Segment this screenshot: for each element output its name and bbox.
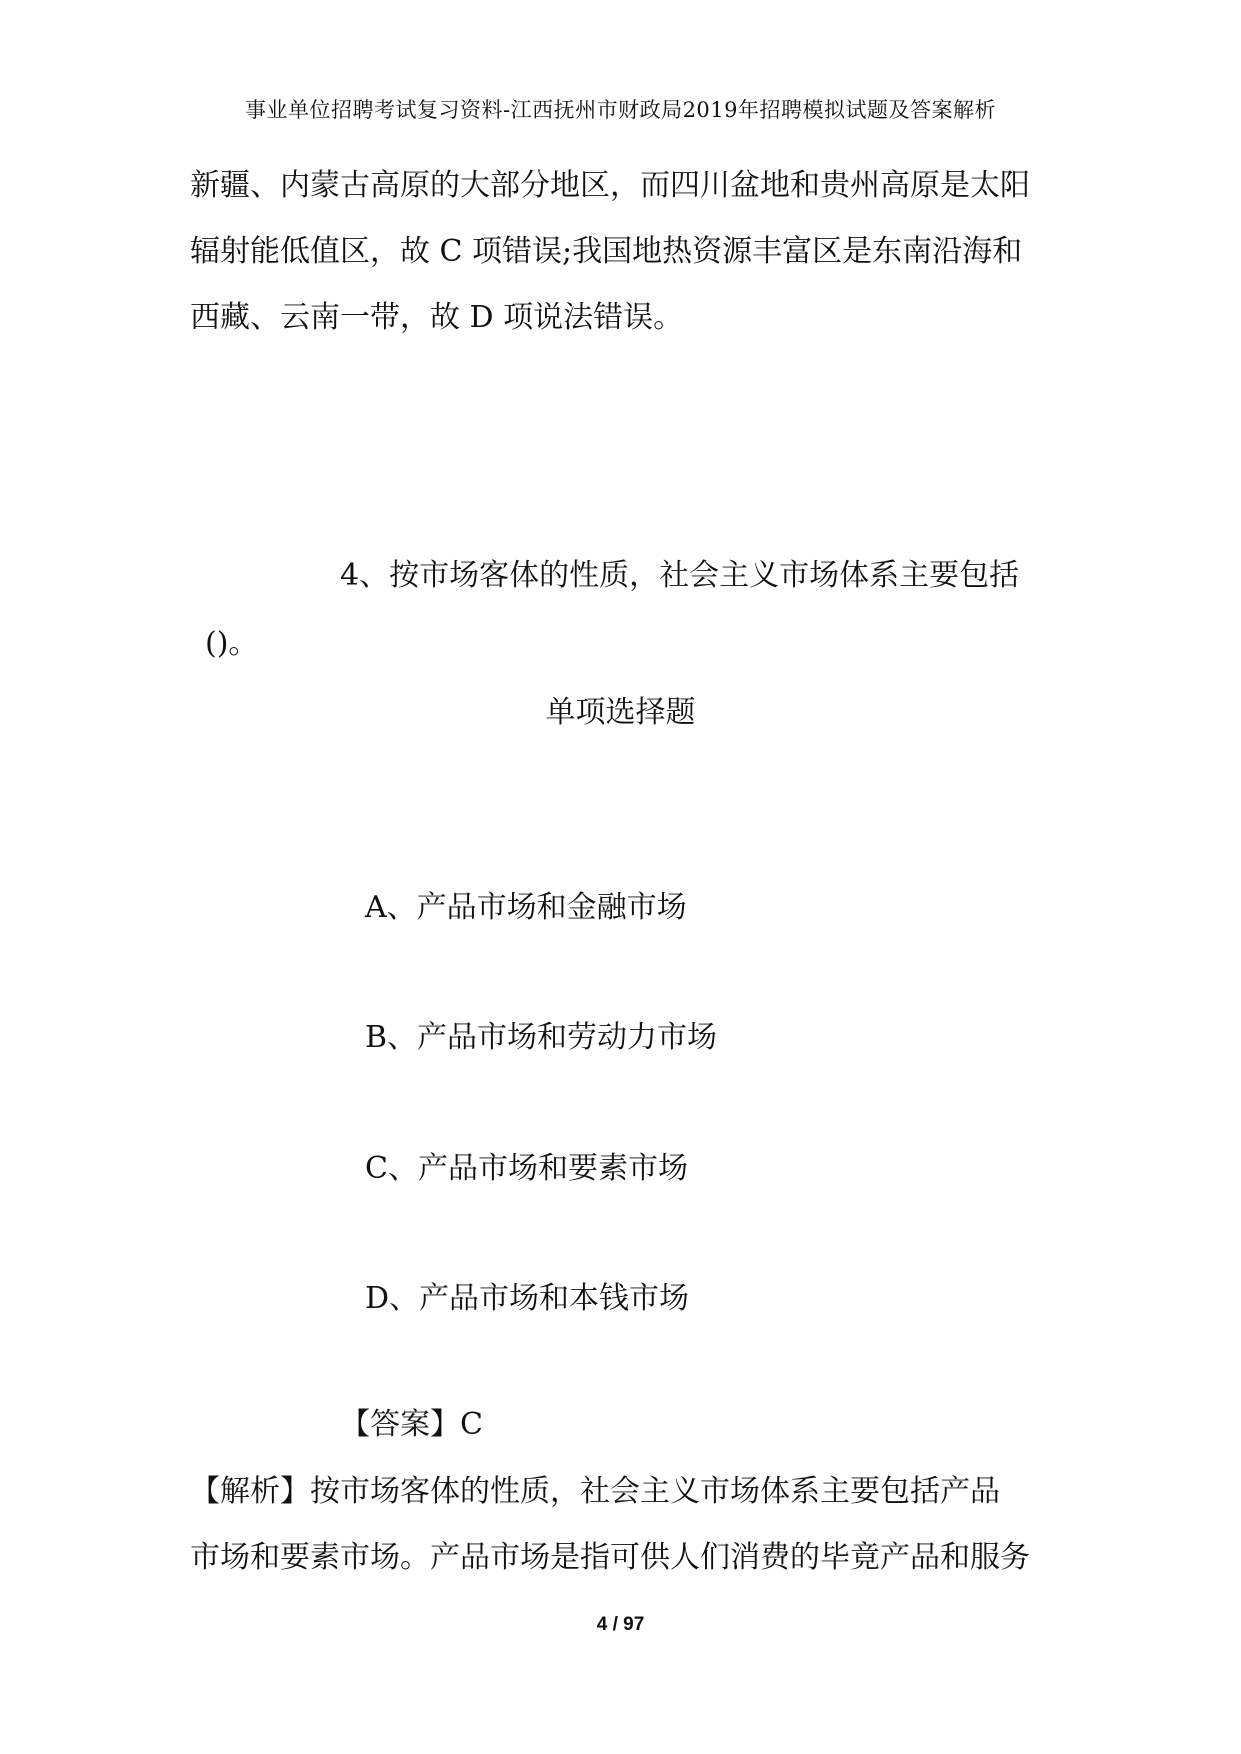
option-c: C、产品市场和要素市场 (365, 1151, 688, 1186)
analysis-paragraph (190, 1459, 1060, 1591)
page-header: 事业单位招聘考试复习资料-江西抚州市财政局2019年招聘模拟试题及答案解析 (244, 98, 997, 122)
text-line: 市场和要素市场。产品市场是指可供人们消费的毕竟产品和服务 (190, 1540, 1030, 1575)
text-line: 新疆、内蒙古高原的大部分地区，而四川盆地和贵州高原是太阳 (190, 168, 1030, 203)
text-line: 【解析】按市场客体的性质，社会主义市场体系主要包括产品 (190, 1474, 1000, 1509)
page-number: 4 / 97 (596, 1614, 645, 1635)
option-a: A、产品市场和金融市场 (365, 890, 687, 925)
paragraph-continued (190, 153, 1060, 351)
text-line: 辐射能低值区，故 C 项错误;我国地热资源丰富区是东南沿海和 (190, 234, 1023, 269)
option-d: D、产品市场和本钱市场 (365, 1281, 690, 1316)
option-b: B、产品市场和劳动力市场 (365, 1020, 718, 1055)
question-stem: 4、按市场客体的性质，社会主义市场体系主要包括 (340, 558, 1020, 593)
question-type: 单项选择题 (545, 695, 696, 730)
answer: 【答案】C (340, 1407, 483, 1442)
text-line: 西藏、云南一带，故 D 项说法错误。 (190, 300, 684, 335)
question-blank: ()。 (205, 626, 259, 661)
